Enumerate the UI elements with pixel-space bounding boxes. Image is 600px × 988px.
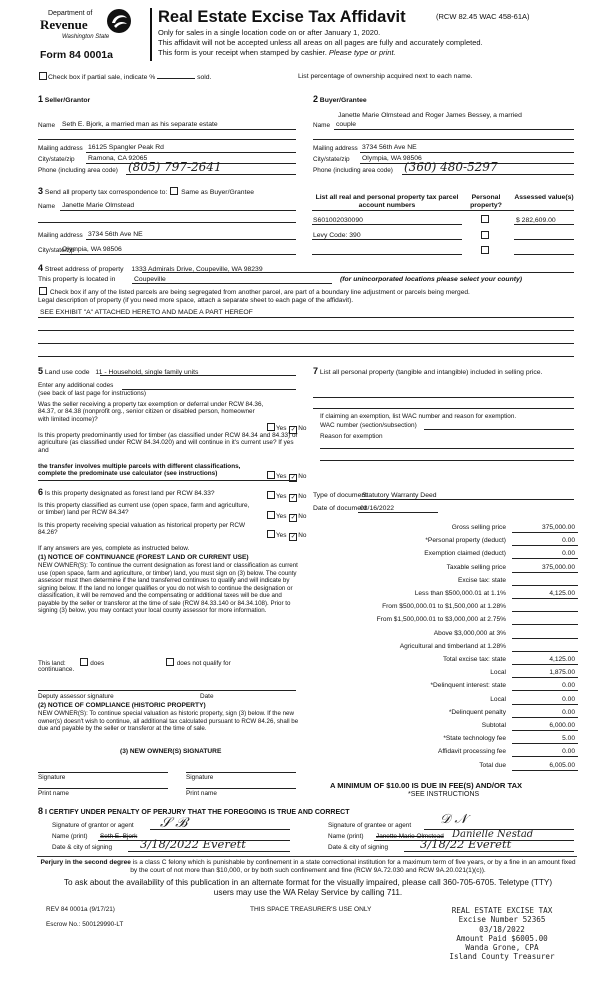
tax-row-value: 4,125.00 <box>549 590 575 597</box>
tax-row-label: Less than $500,000.01 at 1.1% <box>414 590 506 597</box>
header-note1: Only for sales in a single location code on or after January 1, 2020. <box>158 28 381 37</box>
parcel-header: List all real and personal property tax parcel account numbers <box>315 194 459 209</box>
historic-yes-checkbox[interactable] <box>267 530 275 538</box>
header-divider <box>150 8 152 61</box>
grantee-signature: 𝒟 𝒩 <box>440 812 467 827</box>
tax-row <box>300 734 578 746</box>
tax-row-label: *Personal property (deduct) <box>425 537 506 545</box>
tax-row-label: Agricultural and timberland at 1.28% <box>399 642 506 650</box>
stamp-line6: Island County Treasurer <box>449 952 555 962</box>
seller-phone-label: Phone (including area code) <box>38 167 118 174</box>
grantee-print-label: Name (print) <box>328 833 364 840</box>
tax-row-value: 6,000.00 <box>549 722 575 729</box>
land-use-row: 5 Land use code 11 - Household, single family units <box>38 366 199 376</box>
street-row: 4 Street address of property 1333 Admirals Drive, Coupeville, WA 98239 <box>38 263 263 273</box>
assessed-1: $ 282,609.00 <box>516 217 556 224</box>
tax-row <box>300 549 578 561</box>
treasurer-use: THIS SPACE TREASURER'S USE ONLY <box>250 906 372 913</box>
current-use-no-checkbox[interactable]: ✓ <box>290 515 296 521</box>
buyer-name-label: Name <box>313 122 331 129</box>
corr-name-label: Name <box>38 203 56 210</box>
notice-continuance-text: NEW OWNER(S): To continue the current designation as forest land or classification as current use (open space, farm and agriculture, or timber) land, you must sign on (3) below. The county assessor must then determine if the land transferred continues to qualify and will indicate by signing below. If the land no longer qualifies or you do not wish to continue the designation or classification, it will be removed and the compensating or additional taxes will be due and payable by the seller or transferor at the time of sale (RCW 84.33.140 or 84.34.108). Prior to signing (3) below, you may contact your local county assessor for more information. <box>38 562 298 615</box>
tax-row-label: *Delinquent interest: state <box>430 682 506 690</box>
tax-row-label: Affidavit processing fee <box>437 748 506 756</box>
tax-row-label: Excise tax: state <box>457 576 506 584</box>
see-instructions: *SEE INSTRUCTIONS <box>408 791 480 798</box>
buyer-phone: (360) 480-5297 <box>404 160 498 174</box>
corr-mail: 3734 56th Ave NE <box>88 231 143 238</box>
tax-row-value: 375,000.00 <box>541 524 575 531</box>
does-checkbox[interactable] <box>80 658 88 666</box>
located-value: Coupeville <box>134 276 166 283</box>
doc-date-label: Date of document <box>313 505 367 512</box>
timber-no-checkbox[interactable]: ✓ <box>290 475 296 481</box>
seller-heading: 1 Seller/Grantor <box>38 94 91 104</box>
q-current-use: Is this property classified as current use (open space, farm and agriculture, or timber) land per RCW 84.34? <box>38 502 250 517</box>
q-historic-yesno: Yes ✓ No <box>266 530 306 541</box>
tax-row <box>300 615 578 627</box>
q-current-use-yesno: Yes ✓ No <box>266 511 306 522</box>
dept-line2: Revenue <box>40 17 88 32</box>
grantee-sig-label: Signature of grantee or agent <box>328 822 412 829</box>
exemption-no-checkbox[interactable]: ✓ <box>290 427 296 433</box>
q-exemption: Was the seller receiving a property tax exemption or deferral under RCW 84.36, 84.37, or 84.38 (nonprofit org., senior citizen or disabled person, homeowner with limited income)? <box>38 401 264 423</box>
seller-city: Ramona, CA 92065 <box>88 155 148 162</box>
tax-row <box>300 708 578 720</box>
seller-name-label: Name <box>38 122 56 129</box>
grantor-date-city: 3/18/2022 Everett <box>140 837 246 851</box>
minimum-due: A MINIMUM OF $10.00 IS DUE IN FEE(S) AND/OR TAX <box>330 781 523 790</box>
levy-code: Levy Code: 390 <box>313 232 361 239</box>
legal-label: Legal description of property (if you need more space, attach a separate sheet to each page of the affidavit). <box>38 297 354 304</box>
grantee-print: Janette Marie Olmstead <box>376 833 444 840</box>
buyer-city: Olympia, WA 98506 <box>362 155 422 162</box>
tax-row-label: *Delinquent penalty <box>448 708 506 716</box>
if-any-note: If any answers are yes, complete as instructed below. <box>38 545 190 552</box>
alt-format-notice: To ask about the availability of this publication in an alternate format for the visually impaired, please call 360-705-6705. Teletype (TTY) users may use the WA Relay Service by calling 711. <box>63 878 553 898</box>
seller-mail-label: Mailing address <box>38 145 83 152</box>
tax-row <box>300 563 578 575</box>
owner-sig-label-1: Signature <box>38 774 66 781</box>
tax-row-value: 0.00 <box>562 682 575 690</box>
tax-row-label: Total excise tax: state <box>442 656 506 663</box>
tax-row-value: 0.00 <box>562 695 575 703</box>
rev-number: REV 84 0001a (9/17/21) <box>46 906 115 913</box>
q-exemption-yesno: Yes ✓ No <box>266 423 306 434</box>
grantor-sig-label: Signature of grantor or agent <box>52 822 134 829</box>
tax-row-label: Above $3,000,000 at 3% <box>433 629 506 637</box>
tax-row <box>300 681 578 693</box>
unincorp-note: (for unincorporated locations please select your county) <box>340 276 523 283</box>
tax-row-label: Gross selling price <box>451 524 506 531</box>
q-forest: 6 Is this property designated as forest land per RCW 84.33? <box>38 487 215 497</box>
corr-mail-label: Mailing address <box>38 232 83 239</box>
tax-row <box>300 655 578 667</box>
buyer-mail-label: Mailing address <box>313 145 358 152</box>
seller-phone: (805) 797-2641 <box>128 160 222 174</box>
tax-row-label: Local <box>490 695 506 703</box>
assessed-header: Assessed value(s) <box>514 194 574 201</box>
q-timber: Is this property predominantly used for timber (as classified under RCW 84.34 and 84.33) or agriculture (as classified under RCW 84.34.020) and will continue in it's current use? If yes and <box>38 432 298 454</box>
tax-row <box>300 589 578 601</box>
escrow-number: Escrow No.: 500129990-LT <box>46 921 124 928</box>
tax-row-value: 6,005.00 <box>549 761 575 769</box>
form-rcw: (RCW 82.45 WAC 458-61A) <box>436 12 530 21</box>
addl-codes: Enter any additional codes <box>38 382 114 389</box>
grantee-date-label: Date & city of signing <box>328 844 389 851</box>
this-land-row: This land: does does not qualify for <box>38 660 231 667</box>
segregate-checkbox[interactable] <box>39 287 47 295</box>
notice-continuance-title: (1) NOTICE OF CONTINUANCE (FOREST LAND OR CURRENT USE) <box>38 554 249 561</box>
dept-line3: Washington State <box>62 34 110 40</box>
form-number: Form 84 0001a <box>40 49 113 61</box>
grantor-date-label: Date & city of signing <box>52 844 113 851</box>
tax-row-value: 4,125.00 <box>549 656 575 663</box>
treasurer-stamp <box>430 906 574 962</box>
stamp-line2: Excise Number 52365 <box>458 915 546 925</box>
partial-sale-row: Check box if partial sale, indicate % sold. <box>38 72 211 82</box>
header-note2: This affidavit will not be accepted unless all areas on all pages are fully and accurately completed. <box>158 38 483 47</box>
tax-row <box>300 523 578 535</box>
grantee-date-city: 3/18/22 Everett <box>420 837 512 851</box>
personal-property-heading: 7 List all personal property (tangible and intangible) included in selling price. <box>313 366 543 376</box>
exemption-yes-checkbox[interactable] <box>267 423 275 431</box>
tax-row-label: Subtotal <box>481 722 506 729</box>
tax-row-value: 0.00 <box>562 537 575 545</box>
seller-name: Seth E. Bjork, a married man as his separate estate <box>62 121 218 128</box>
timber-yes-checkbox[interactable] <box>267 471 275 479</box>
notice-compliance-title: (2) NOTICE OF COMPLIANCE (HISTORIC PROPERTY) <box>38 702 206 709</box>
addl-codes-note: (see back of last page for instructions) <box>38 390 146 397</box>
tax-row-label: *State technology fee <box>443 735 506 743</box>
continuance-word: continuance. <box>38 666 75 673</box>
dor-swirl-icon <box>106 8 132 34</box>
does-not-checkbox[interactable] <box>166 658 174 666</box>
tax-row-label: Total due <box>479 761 506 769</box>
corr-name: Janette Marie Olmstead <box>62 202 135 209</box>
deputy-sig-label: Deputy assessor signature <box>38 693 114 700</box>
tax-row-label: Exemption claimed (deduct) <box>424 550 506 558</box>
tax-row <box>300 761 578 773</box>
owner-print-label-2: Print name <box>186 790 217 797</box>
tax-row <box>300 721 578 733</box>
wac-label: WAC number (section/subsection) <box>320 422 417 429</box>
stamp-line1: REAL ESTATE EXCISE TAX <box>451 906 553 915</box>
dor-logo <box>38 8 130 48</box>
historic-no-checkbox[interactable]: ✓ <box>290 534 296 540</box>
tax-row <box>300 642 578 654</box>
exempt-note: If claiming an exemption, list WAC number and reason for exemption. <box>320 413 517 420</box>
personal-checkbox-3[interactable] <box>481 246 489 254</box>
forest-yes-checkbox[interactable] <box>267 491 275 499</box>
owner-sig-label-2: Signature <box>186 774 214 781</box>
q-timber-bold: the transfer involves multiple parcels with different classifications, complete the predominate use calculator (see instructions) <box>38 463 241 478</box>
correspondence-row: 3 Send all property tax correspondence to: Same as Buyer/Grantee <box>38 186 255 196</box>
buyer-phone-label: Phone (including area code) <box>313 167 393 174</box>
notice-compliance-text: NEW OWNER(S): To continue special valuation as historic property, sign (3) below. If the new owner(s) doesn't wish to continue, all additional tax calculated pursuant to RCW 84.26, shall be due and payable by the seller or transferor at the time of sale. <box>38 710 299 733</box>
buyer-name2: couple <box>336 121 357 128</box>
q-timber-yesno: Yes ✓ No <box>266 471 306 482</box>
perjury-notice: Perjury in the second degree is a class C felony which is punishable by confinement in a state correctional institution for a maximum term of five years, or by a fine in an amount fixed by the court of not more than $10,000, or by both such confinement and fine (RCW 9A.72.030 and RCW 9A.20.021(1)(c)). <box>40 859 576 874</box>
corr-city-label: City/state/zip <box>38 247 75 254</box>
stamp-line4: Amount Paid $6005.00 <box>456 933 548 943</box>
buyer-city-label: City/state/zip <box>313 156 350 163</box>
tax-row <box>300 668 578 680</box>
header-note3: This form is your receipt when stamped by cashier. Please type or print. <box>158 48 396 57</box>
tax-row <box>300 629 578 641</box>
form-title: Real Estate Excise Tax Affidavit <box>158 8 406 26</box>
grantor-print-label: Name (print) <box>52 833 88 840</box>
buyer-name1: Janette Marie Olmstead and Roger James Bessey, a married <box>338 112 522 119</box>
legal-exhibit: SEE EXHIBIT "A" ATTACHED HERETO AND MADE A PART HEREOF <box>40 309 253 316</box>
located-label: This property is located in <box>38 276 116 283</box>
grantee-print-handwritten: Danielle Nestad <box>452 829 534 840</box>
seller-city-label: City/state/zip <box>38 156 75 163</box>
buyer-heading: 2 Buyer/Grantee <box>313 94 367 104</box>
tax-row-value: 0.00 <box>562 708 575 716</box>
tax-row-label: Local <box>490 669 506 677</box>
stamp-line3: 03/18/2022 <box>479 924 525 934</box>
grantor-print: Seth E. Bjork <box>100 833 138 840</box>
seller-mail: 16125 Spangler Peak Rd <box>88 144 164 151</box>
tax-row-value: 0.00 <box>562 748 575 756</box>
personal-header: Personal property? <box>470 194 502 209</box>
q-forest-yesno: Yes ✓ No <box>266 491 306 502</box>
partial-sale-checkbox[interactable] <box>39 72 47 80</box>
tax-row <box>300 576 578 588</box>
owner-print-label-1: Print name <box>38 790 69 797</box>
personal-checkbox-1[interactable] <box>481 215 489 223</box>
buyer-mail: 3734 56th Ave NE <box>362 144 417 151</box>
new-owner-sig-title: (3) NEW OWNER(S) SIGNATURE <box>120 748 222 755</box>
deputy-date-label: Date <box>200 693 214 700</box>
tax-row-label: From $500,000.01 to $1,500,000 at 1.28% <box>382 603 506 611</box>
q-historic: Is this property receiving special valuation as historical property per RCW 84.26? <box>38 522 246 537</box>
dept-line1: Department of <box>48 10 93 17</box>
tax-row-value: 0.00 <box>562 550 575 558</box>
same-as-buyer-checkbox[interactable] <box>170 187 178 195</box>
personal-checkbox-2[interactable] <box>481 231 489 239</box>
tax-row-label: From $1,500,000.01 to $3,000,000 at 2.75% <box>376 616 506 624</box>
segregate-row: Check box if any of the listed parcels are being segregated from another parcel, are part of a boundary line adjustment or parcels being merged. <box>38 287 578 297</box>
doc-type: Statutory Warranty Deed <box>362 492 437 499</box>
forest-no-checkbox[interactable]: ✓ <box>290 495 296 501</box>
certify-row: 8 I CERTIFY UNDER PENALTY OF PERJURY THAT THE FOREGOING IS TRUE AND CORRECT <box>38 806 350 816</box>
doc-type-label: Type of document <box>313 492 368 499</box>
current-use-yes-checkbox[interactable] <box>267 511 275 519</box>
ownership-note: List percentage of ownership acquired next to each name. <box>298 73 473 80</box>
tax-row <box>300 602 578 614</box>
tax-row <box>300 695 578 707</box>
tax-row-value: 375,000.00 <box>541 563 575 571</box>
parcel-1: S601002030090 <box>313 217 363 224</box>
tax-row-label: Taxable selling price <box>446 563 506 571</box>
corr-city: Olympia, WA 98506 <box>62 246 122 253</box>
grantor-signature: 𝒮 ℬ <box>160 815 188 831</box>
stamp-line5: Wanda Grone, CPA <box>465 943 539 952</box>
tax-row-value: 5.00 <box>562 735 575 743</box>
doc-date: 03/16/2022 <box>360 505 395 512</box>
tax-row <box>300 747 578 759</box>
tax-row-value: 1,875.00 <box>549 669 575 677</box>
tax-row <box>300 536 578 548</box>
reason-label: Reason for exemption <box>320 433 383 440</box>
